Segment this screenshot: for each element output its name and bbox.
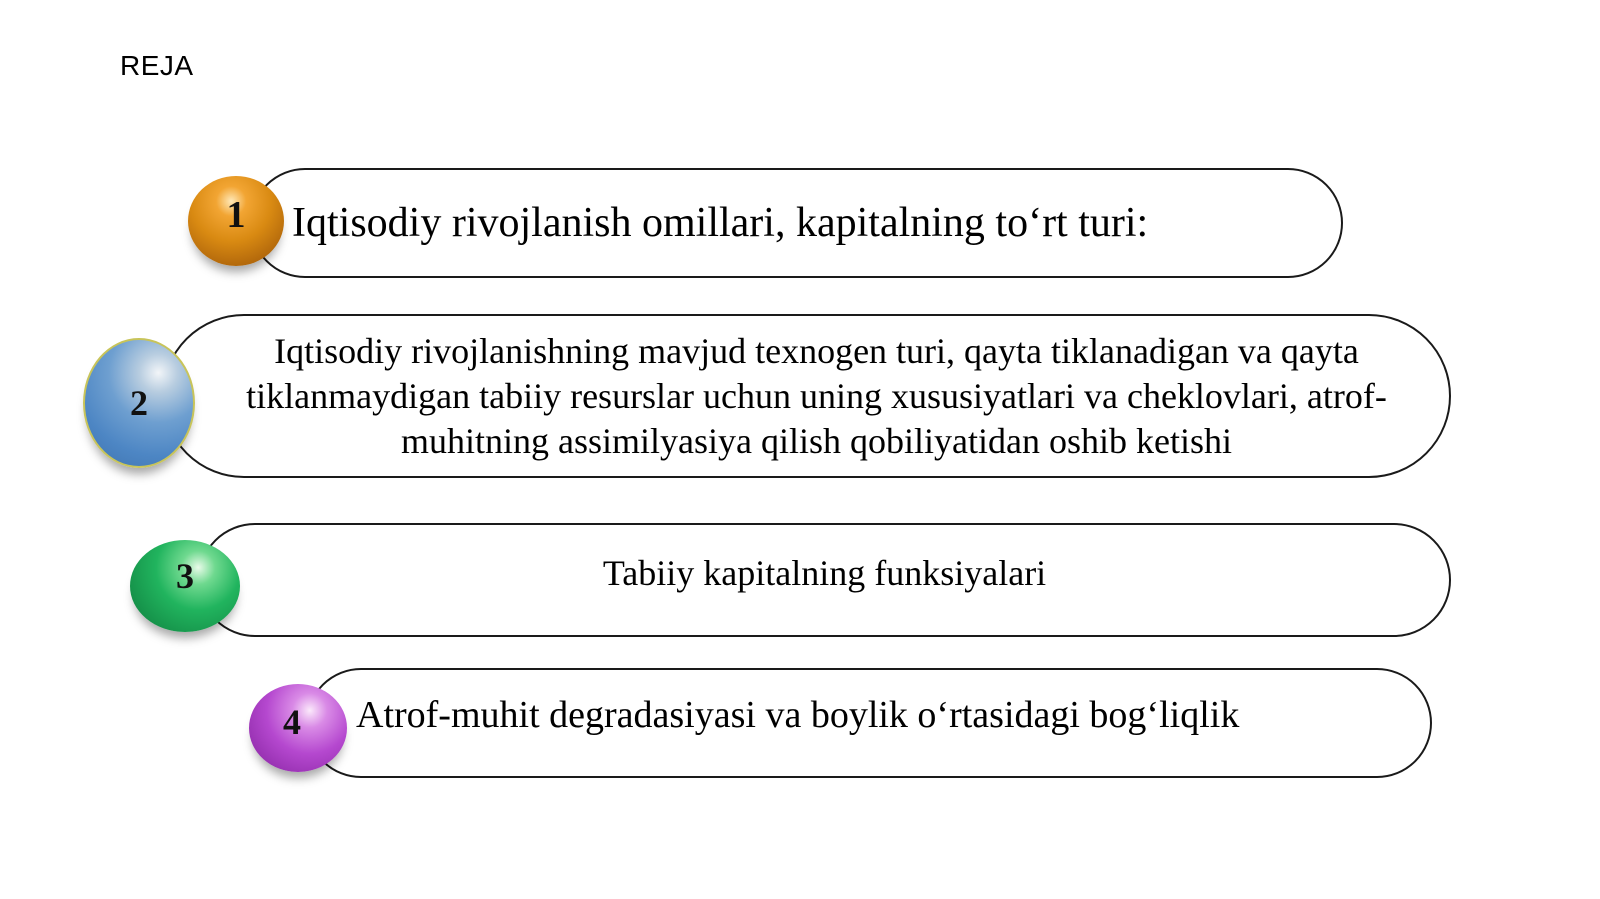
plan-item-4 xyxy=(306,668,1432,778)
plan-item-2-number: 2 xyxy=(130,383,148,423)
plan-item-1-text: Iqtisodiy rivojlanish omillari, kapitalning to‘rt turi: xyxy=(292,199,1149,246)
slide-title: REJA xyxy=(120,50,194,81)
plan-item-4-number: 4 xyxy=(283,702,301,742)
plan-item-1 xyxy=(250,168,1343,278)
number-ball-3-icon xyxy=(130,540,240,632)
plan-item-1-number: 1 xyxy=(226,194,246,236)
number-ball-4-icon xyxy=(249,684,347,772)
plan-item-3 xyxy=(198,523,1451,637)
number-ball-2-icon xyxy=(83,338,195,468)
number-ball-1-icon xyxy=(188,176,284,266)
plan-item-3-text: Tabiiy kapitalning funksiyalari xyxy=(602,552,1047,593)
plan-item-2-text: Iqtisodiy rivojlanishning mavjud texnogen turi, qayta tiklanadigan va qayta tiklanmaydigan tabiiy resurslar uchun uning xususiyatlari va cheklovlari, atrof-muhitning assimilyasiya qilish qobiliyatidan oshib ketishi xyxy=(246,330,1387,461)
plan-item-2 xyxy=(162,314,1451,478)
plan-item-4-text: Atrof-muhit degradasiyasi va boylik o‘rtasidagi bog‘liqlik xyxy=(356,694,1240,737)
plan-item-3-number: 3 xyxy=(176,556,194,596)
